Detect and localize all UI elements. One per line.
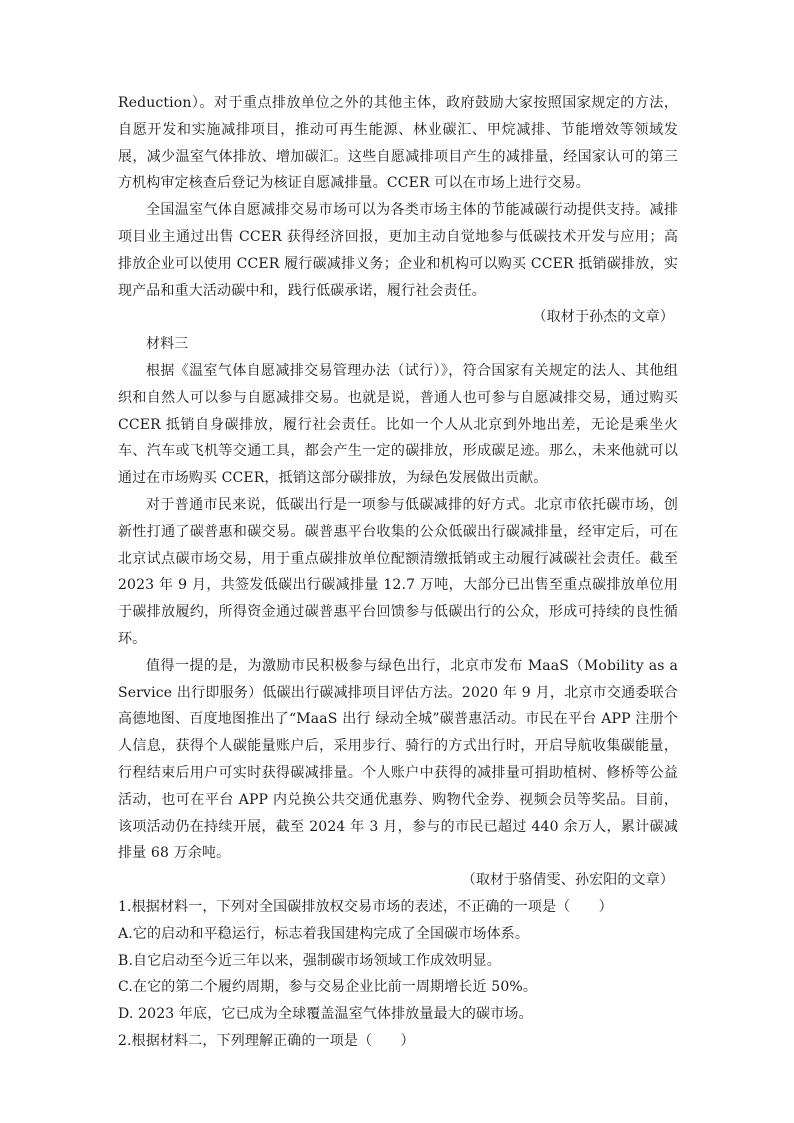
question-2: 2.根据材料二，下列理解正确的一项是（ ） <box>118 1032 415 1049</box>
material3-heading: 材料三 <box>146 336 189 353</box>
question-1-option-a: A.它的启动和平稳运行，标志着我国建构完成了全国碳市场体系。 <box>118 925 530 942</box>
material2-source: （取材于孙杰的文章） <box>532 309 674 326</box>
question-1-option-b: B.自它启动至今近三年以来，强制碳市场领域工作成效明显。 <box>118 952 501 969</box>
document-page <box>118 90 678 1055</box>
material3-paragraph-1: 根据《温室气体自愿减排交易管理办法（试行）》，符合国家有关规定的法人、其他组织和自然人可以参与自愿减排交易。也就是说，普通人也可参与自愿减排交易，通过购买 CCER 抵销自身碳排放，履行社会责任。比如一个人从北京到外地出差，无论是乘坐火车、汽车或飞机等交通工具，都会产生一定的碳排放，形成碳足迹。那么，未来他就可以通过在市场购买 CCER，抵销这部分碳排放，为绿色发展做出贡献。 <box>118 362 678 487</box>
question-1-option-d: D. 2023 年底，它已成为全球覆盖温室气体排放量最大的碳市场。 <box>118 1006 533 1023</box>
material2-paragraph-continued: Reduction）。对于重点排放单位之外的其他主体，政府鼓励大家按照国家规定的方法，自愿开发和实施减排项目，推动可再生能源、林业碳汇、甲烷减排、节能增效等领域发展，减少温室气体排放、增加碳汇。这些自愿减排项目产生的减排量，经国家认可的第三方机构审定核查后登记为核证自愿减排量。CCER 可以在市场上进行交易。 <box>118 95 678 192</box>
material3-source: （取材于骆倩雯、孙宏阳的文章） <box>461 872 674 889</box>
material2-paragraph-2: 全国温室气体自愿减排交易市场可以为各类市场主体的节能减碳行动提供支持。减排项目业主通过出售 CCER 获得经济回报，更加主动自觉地参与低碳技术开发与应用；高排放企业可以使用 CCER 履行碳减排义务；企业和机构可以购买 CCER 抵销碳排放，实现产品和重大活动碳中和，践行低碳承诺，履行社会责任。 <box>118 202 678 299</box>
material3-paragraph-3: 值得一提的是，为激励市民积极参与绿色出行，北京市发布 MaaS（Mobility as a Service 出行即服务）低碳出行碳减排项目评估方法。2020 年 9 月，北京市交通委联合高德地图、百度地图推出了“MaaS 出行 绿动全城”碳普惠活动。市民在平台 APP 注册个人信息，获得个人碳能量账户后，采用步行、骑行的方式出行时，开启导航收集碳能量，行程结束后用户可实时获得碳减排量。个人账户中获得的减排量可捐助植树、修桥等公益活动，也可在平台 APP 内兑换公共交通优惠券、购物代金券、视频会员等奖品。目前，该项活动仍在持续开展，截至 2024 年 3 月，参与的市民已超过 440 余万人，累计碳减排量 68 万余吨。 <box>118 657 678 862</box>
material3-paragraph-2: 对于普通市民来说，低碳出行是一项参与低碳减排的好方式。北京市依托碳市场，创新性打通了碳普惠和碳交易。碳普惠平台收集的公众低碳出行碳减排量，经审定后，可在北京试点碳市场交易，用于重点碳排放单位配额清缴抵销或主动履行减碳社会责任。截至 2023 年 9 月，共签发低碳出行碳减排量 12.7 万吨，大部分已出售至重点碳排放单位用于碳排放履约，所得资金通过碳普惠平台回馈参与低碳出行的公众，形成可持续的良性循环。 <box>118 496 678 647</box>
question-1: 1.根据材料一，下列对全国碳排放权交易市场的表述，不正确的一项是（ ） <box>118 898 613 915</box>
question-1-option-c: C.在它的第二个履约周期，参与交易企业比前一周期增长近 50%。 <box>118 979 538 996</box>
